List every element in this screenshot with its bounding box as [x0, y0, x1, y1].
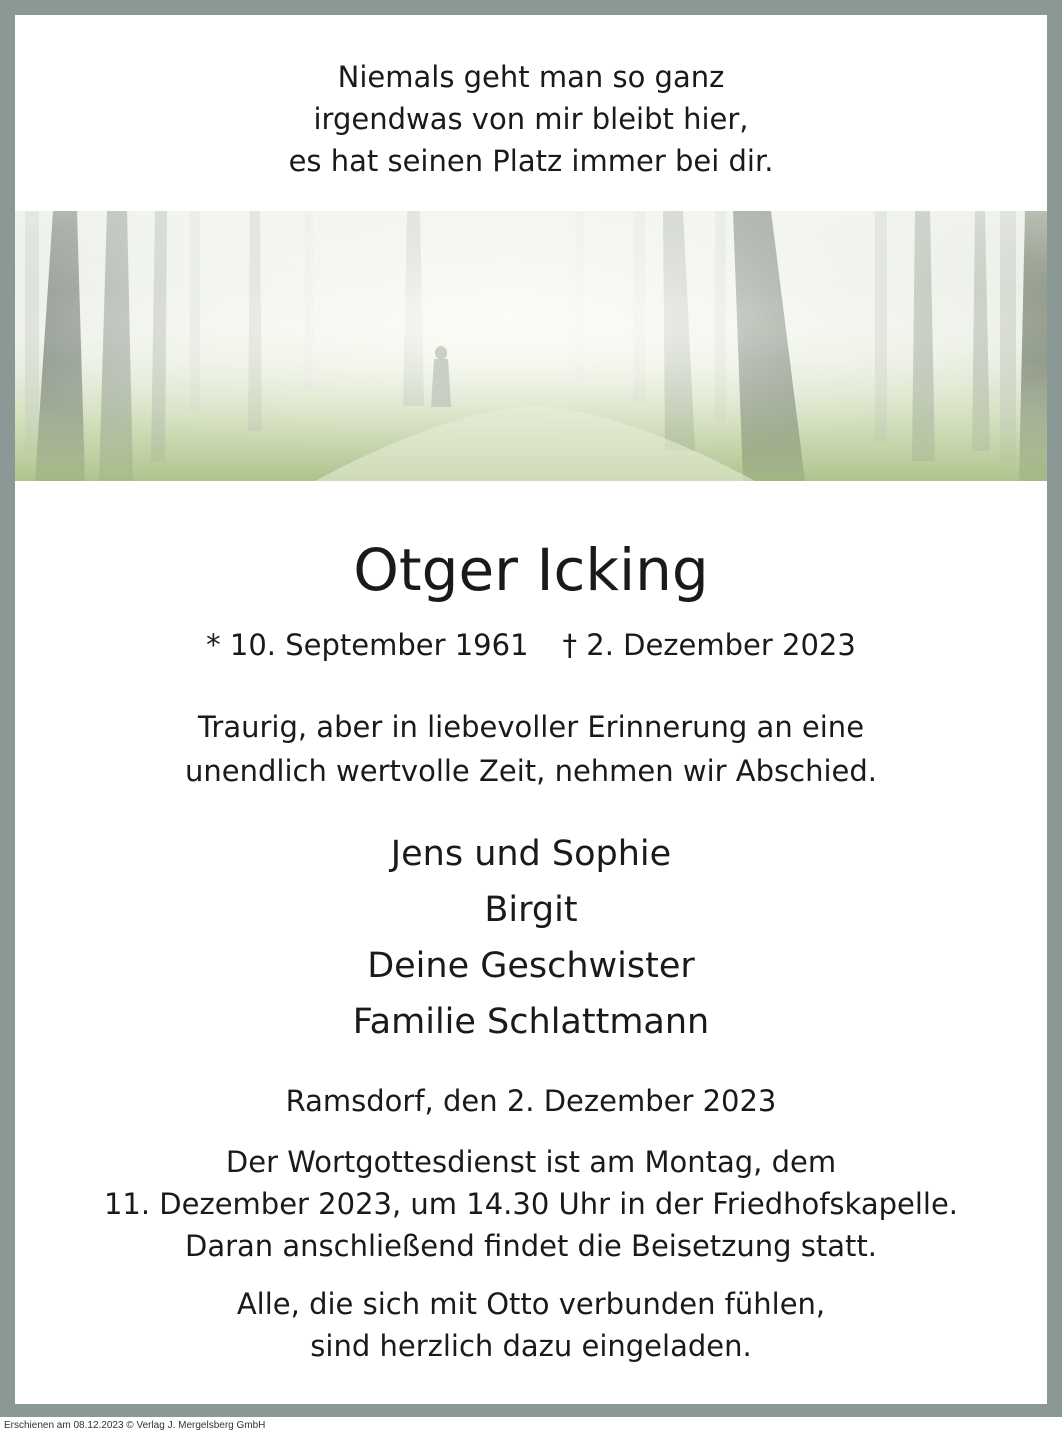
mourner-name: Deine Geschwister	[367, 946, 695, 986]
invitation-note	[15, 1283, 1047, 1367]
mourners-list	[15, 826, 1047, 1050]
farewell-line: Traurig, aber in liebevoller Erinnerung an eine	[197, 710, 865, 744]
poem-verse	[15, 56, 1047, 182]
invitation-line: sind herzlich dazu eingeladen.	[310, 1329, 752, 1363]
frame-side-right	[1047, 481, 1062, 631]
publication-credit: Erschienen am 08.12.2023 © Verlag J. Mergelsberg GmbH	[4, 1420, 266, 1431]
service-details	[15, 1141, 1047, 1267]
birth-date: * 10. September 1961	[206, 628, 529, 662]
poem-line: irgendwas von mir bleibt hier,	[313, 102, 749, 136]
farewell-message	[15, 705, 1047, 793]
service-line: Daran anschließend findet die Beisetzung statt.	[185, 1229, 877, 1263]
service-line: 11. Dezember 2023, um 14.30 Uhr in der Friedhofskapelle.	[103, 1187, 959, 1221]
place-and-date: Ramsdorf, den 2. Dezember 2023	[285, 1084, 777, 1118]
death-date: † 2. Dezember 2023	[562, 628, 856, 662]
mourner-name: Birgit	[484, 890, 578, 930]
mourner-name: Jens und Sophie	[390, 834, 672, 874]
misty-forest-photo	[15, 211, 1047, 481]
poem-line: es hat seinen Platz immer bei dir.	[288, 144, 774, 178]
poem-line: Niemals geht man so ganz	[337, 60, 725, 94]
mourner-name: Familie Schlattmann	[352, 1002, 710, 1042]
farewell-line: unendlich wertvolle Zeit, nehmen wir Abschied.	[185, 754, 877, 788]
invitation-line: Alle, die sich mit Otto verbunden fühlen,	[236, 1287, 826, 1321]
deceased-name: Otger Icking	[353, 536, 709, 604]
life-dates	[15, 624, 1047, 666]
frame-side-left	[0, 481, 15, 631]
service-line: Der Wortgottesdienst ist am Montag, dem	[225, 1145, 837, 1179]
